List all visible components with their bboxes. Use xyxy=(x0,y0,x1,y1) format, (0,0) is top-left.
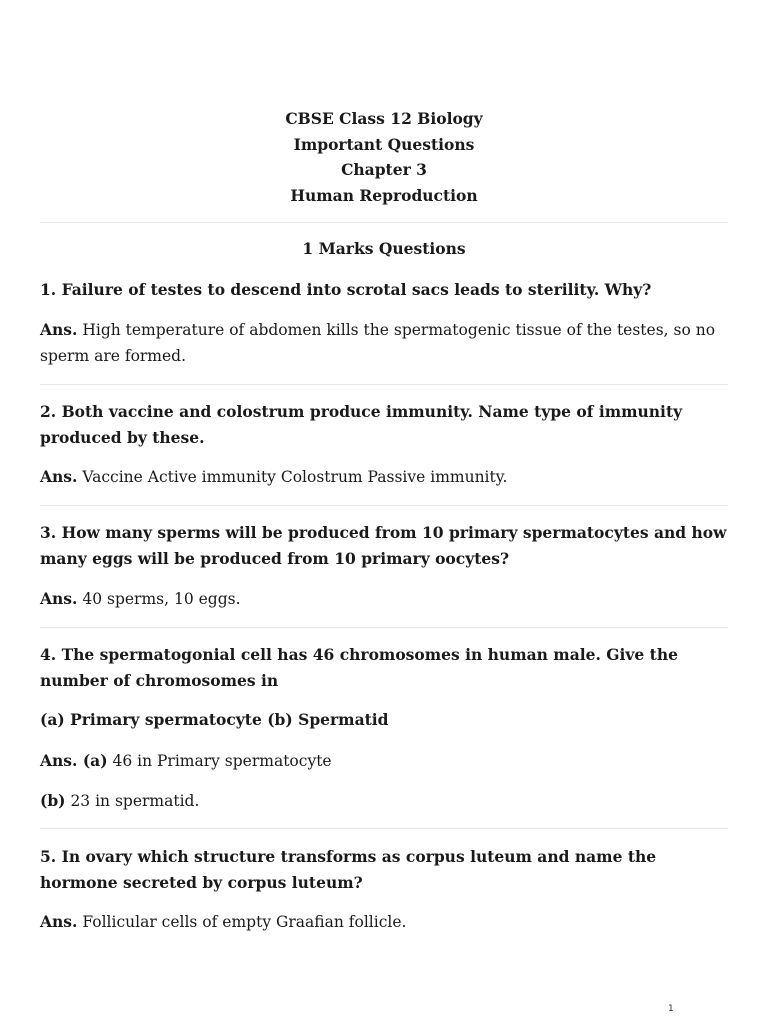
question-4-subparts: (a) Primary spermatocyte (b) Spermatid xyxy=(40,710,389,729)
question-2: 2. Both vaccine and colostrum produce immunity. Name type of immunity produced by these. xyxy=(40,402,683,447)
divider xyxy=(40,384,728,385)
header-line-1: CBSE Class 12 Biology xyxy=(285,109,483,128)
answer-5 xyxy=(40,909,728,936)
answer-text: 40 sperms, 10 eggs. xyxy=(77,590,241,608)
answer-text: High temperature of abdomen kills the spermatogenic tissue of the testes, so no sperm are formed. xyxy=(40,321,716,365)
question-3: 3. How many sperms will be produced from 10 primary spermatocytes and how many eggs will be produced from 10 primary oocytes? xyxy=(40,523,727,568)
question-1: 1. Failure of testes to descend into scrotal sacs leads to sterility. Why? xyxy=(40,280,652,299)
answer-2 xyxy=(40,464,728,491)
question-5: 5. In ovary which structure transforms as corpus luteum and name the hormone secreted by corpus luteum? xyxy=(40,847,657,892)
question-4: 4. The spermatogonial cell has 46 chromosomes in human male. Give the number of chromosomes in xyxy=(40,645,678,690)
answer-label: Ans. xyxy=(40,320,78,339)
answer-1 xyxy=(40,317,728,369)
answer-text: Vaccine Active immunity Colostrum Passive immunity. xyxy=(77,468,508,486)
answer-text: 46 in Primary spermatocyte xyxy=(107,752,332,770)
answer-label: (b) xyxy=(40,791,66,810)
divider xyxy=(40,828,728,829)
divider xyxy=(40,627,728,628)
answer-4b xyxy=(40,788,728,815)
header-line-4: Human Reproduction xyxy=(290,185,478,205)
answer-label: Ans. xyxy=(40,589,78,608)
answer-label: Ans. xyxy=(40,467,78,486)
page-number: 1 xyxy=(668,1004,674,1014)
header-line-3: Chapter 3 xyxy=(341,160,427,179)
divider xyxy=(40,505,728,506)
document-page xyxy=(40,0,728,1024)
answer-4a xyxy=(40,748,728,775)
answer-label: Ans. (a) xyxy=(40,751,108,770)
section-title: 1 Marks Questions xyxy=(302,239,466,258)
answer-label: Ans. xyxy=(40,912,78,931)
answer-3 xyxy=(40,586,728,613)
divider xyxy=(40,222,728,223)
header-line-2: Important Questions xyxy=(293,134,475,154)
document-header xyxy=(40,106,728,208)
answer-text: 23 in spermatid. xyxy=(65,792,200,810)
answer-text: Follicular cells of empty Graafian follicle. xyxy=(77,913,407,931)
